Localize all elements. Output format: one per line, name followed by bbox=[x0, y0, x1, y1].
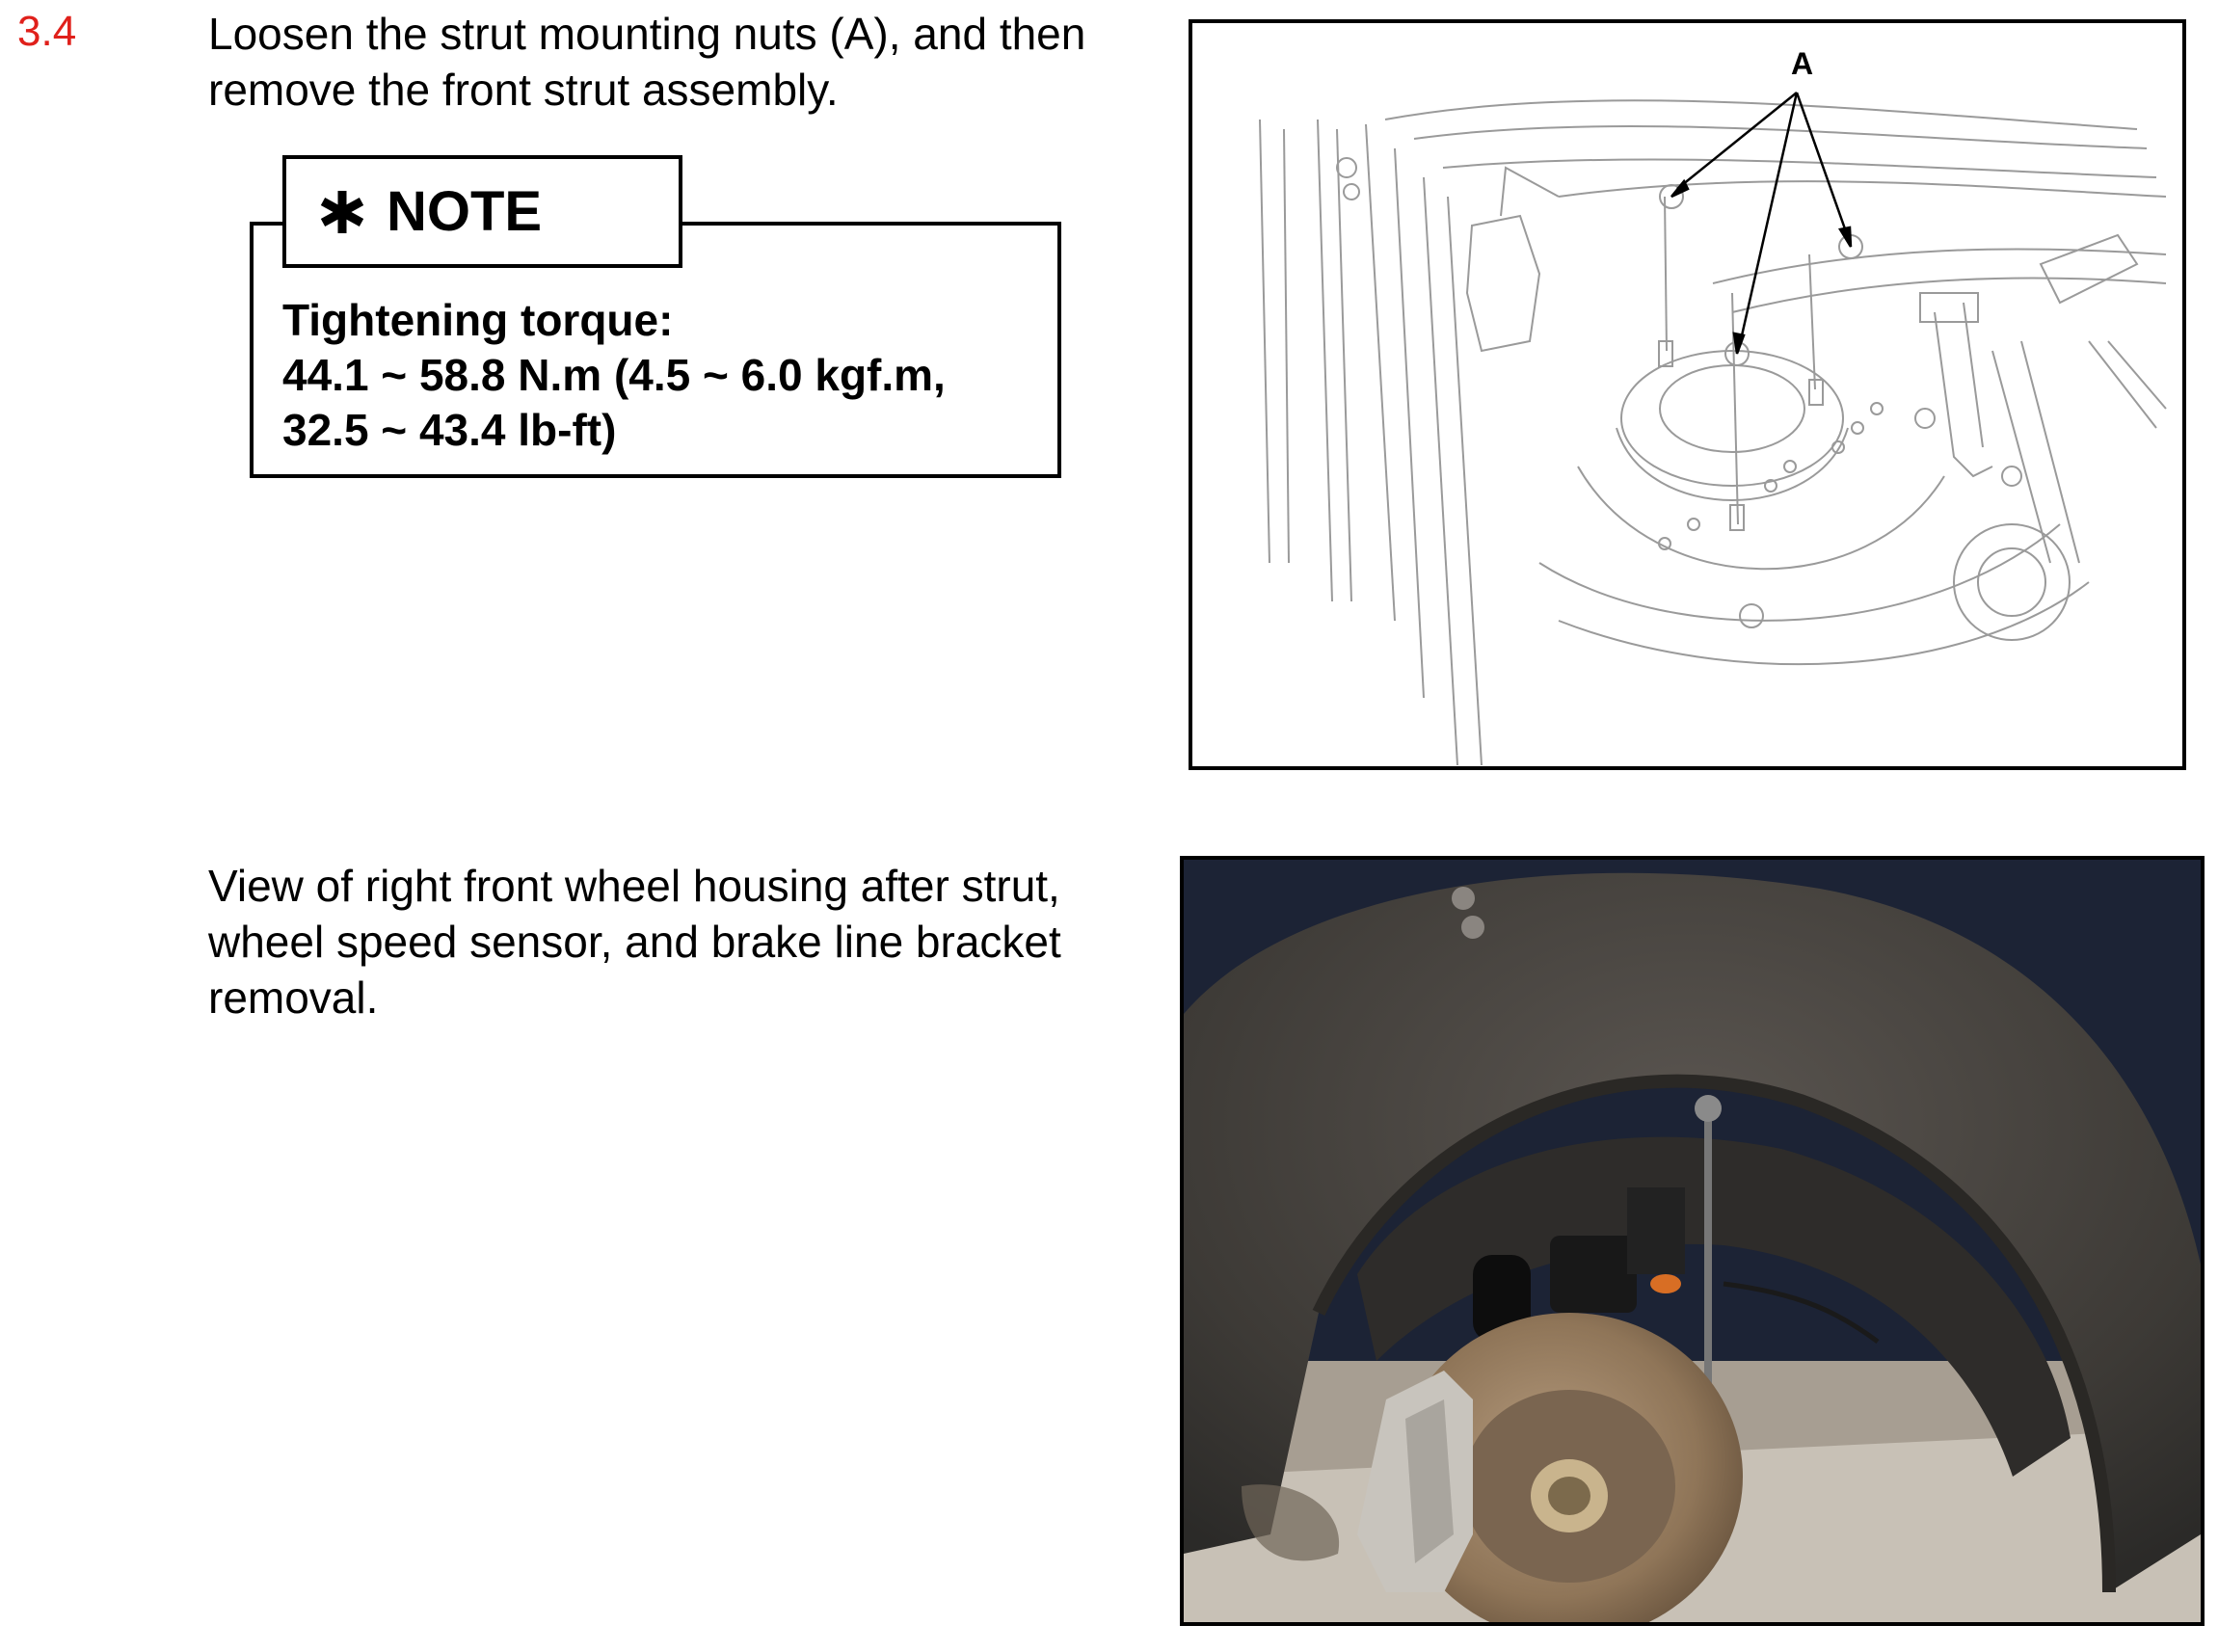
strut-mount-diagram bbox=[1189, 19, 2186, 770]
asterisk-icon bbox=[319, 189, 365, 235]
photo-caption-line: wheel speed sensor, and brake line bracket bbox=[208, 917, 1061, 967]
note-line: Tightening torque: bbox=[282, 295, 674, 345]
note-body bbox=[282, 293, 1054, 458]
note-line: 32.5 ~ 43.4 lb-ft) bbox=[282, 405, 617, 455]
photo-caption-line: View of right front wheel housing after strut, bbox=[208, 861, 1060, 911]
step-instruction bbox=[208, 6, 1172, 118]
note-heading bbox=[282, 155, 682, 268]
step-number: 3.4 bbox=[17, 8, 77, 55]
strut-mount-line-drawing bbox=[1192, 23, 2182, 766]
photo-caption-line: removal. bbox=[208, 973, 379, 1023]
photo-caption bbox=[208, 858, 1172, 1026]
step-instruction-line: Loosen the strut mounting nuts (A), and then bbox=[208, 9, 1086, 59]
note-line: 44.1 ~ 58.8 N.m (4.5 ~ 6.0 kgf.m, bbox=[282, 350, 946, 400]
note-heading-label: NOTE bbox=[387, 180, 543, 243]
callout-label: A bbox=[1791, 46, 1814, 81]
step-instruction-line: remove the front strut assembly. bbox=[208, 65, 839, 115]
wheel-housing-photo bbox=[1180, 856, 2205, 1626]
wheel-housing-photo-illustration bbox=[1184, 860, 2201, 1622]
